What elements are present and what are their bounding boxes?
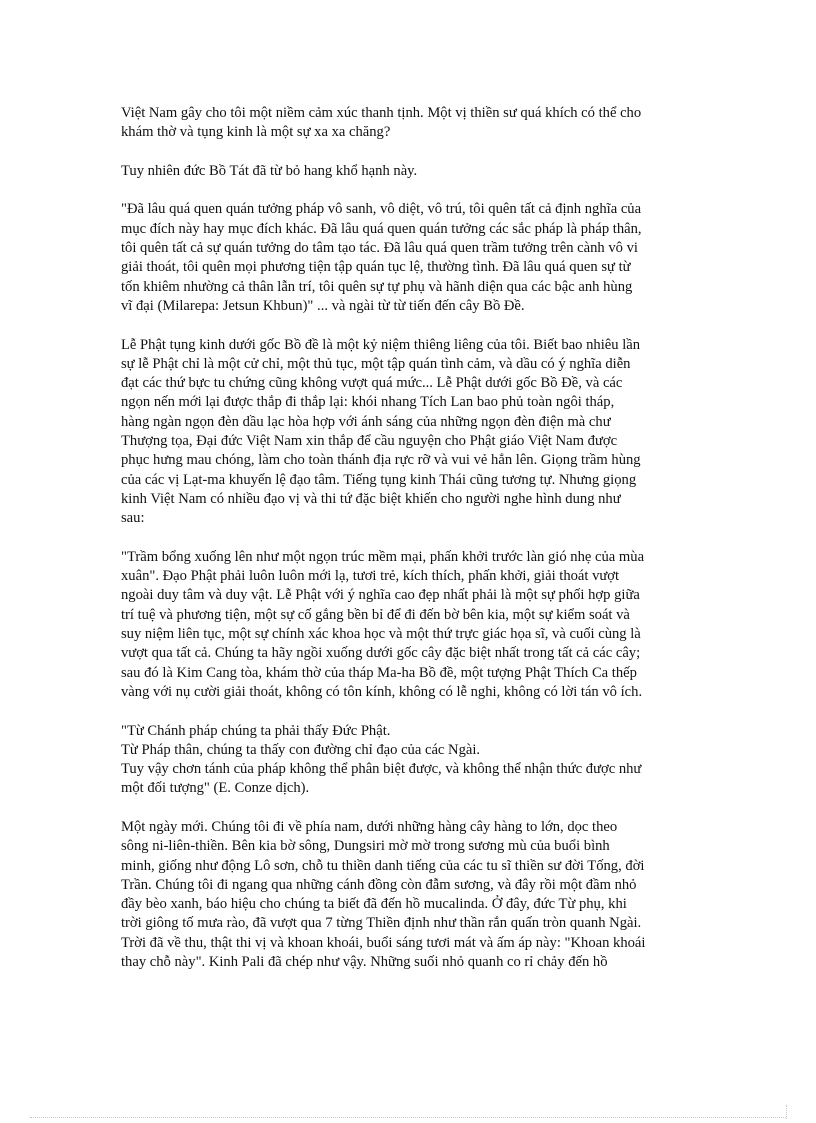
paragraph-4 — [121, 336, 701, 529]
text-line: khám thờ và tụng kinh là một sự xa xa chăng? — [121, 124, 391, 141]
text-line: Lễ Phật tụng kinh dưới gốc Bồ đề là một kỷ niệm thiêng liêng của tôi. Biết bao nhiêu lần — [121, 336, 641, 353]
paragraph-2 — [121, 162, 701, 181]
text-line: của các vị Lạt-ma khuyến lệ đạo tâm. Tiếng tụng kinh Thái cũng tương tự. Nhưng giọng — [121, 471, 637, 488]
text-line: sau đó là Kim Cang tòa, khám thờ của tháp Ma-ha Bồ đề, một tượng Phật Thích Ca thếp — [121, 664, 637, 681]
text-line: hàng ngàn ngọn đèn dầu lạc hòa hợp với ánh sáng của những ngọn đèn điện mà chư — [121, 413, 611, 430]
text-line: tôi quên tất cả sự quán tưởng do tâm tạo tác. Đã lâu quá quen trầm tưởng trên cành vô vi — [121, 240, 638, 257]
text-line: "Đã lâu quá quen quán tưởng pháp vô sanh, vô diệt, vô trú, tôi quên tất cả định nghĩa của — [121, 201, 642, 218]
paragraph-1 — [121, 104, 701, 143]
text-line: Tuy vậy chơn tánh của pháp không thể phân biệt được, và không thể nhận thức được như — [121, 761, 642, 778]
paragraph-6 — [121, 722, 701, 799]
text-line: sau: — [121, 510, 145, 527]
paragraph-7 — [121, 818, 701, 972]
text-line: Thượng tọa, Đại đức Việt Nam xin thắp để cầu nguyện cho Phật giáo Việt Nam được — [121, 433, 618, 450]
text-line: sự lễ Phật chỉ là một cử chỉ, một thủ tục, một tập quán tình cảm, và dầu có ý nghĩa diễn — [121, 355, 631, 372]
text-line: suy niệm liên tục, một sự chính xác khoa học và một thứ trực giác họa sĩ, và cuối cùng là — [121, 626, 641, 643]
document-body — [121, 104, 701, 992]
text-line: vĩ đại (Milarepa: Jetsun Khbun)" ... và ngài từ từ tiến đến cây Bồ Đề. — [121, 297, 525, 314]
text-line: trí tuệ và phương tiện, một sự cố gắng bền bỉ để đi đến bờ bên kia, một sự kiểm soát và — [121, 606, 630, 623]
text-line: đầy bèo xanh, báo hiệu cho chúng ta biết đã đến hồ mucalinda. Ở đây, đức Từ phụ, khi — [121, 896, 627, 913]
text-line: mục đích này hay mục đích khác. Đã lâu quá quen quán tưởng các sắc pháp là pháp thân, — [121, 220, 642, 237]
text-line: ngoài duy tâm và duy vật. Lễ Phật với ý nghĩa cao đẹp nhất phải là một sự phối hợp giữa — [121, 587, 640, 604]
text-line: giải thoát, tôi quên mọi phương tiện tập quán tục lệ, thường tình. Đã lâu quá quen sự từ — [121, 259, 631, 276]
text-line: vàng với nụ cười giải thoát, không có tôn kính, không có lễ nghi, không có lời tán vô ích. — [121, 683, 643, 700]
text-line: xuân". Đạo Phật phải luôn luôn mới lạ, tươi trẻ, kích thích, phấn khởi, giải thoát vượt — [121, 568, 620, 585]
page-boundary-line — [30, 1117, 786, 1118]
paragraph-3 — [121, 200, 701, 316]
text-line: Một ngày mới. Chúng tôi đi về phía nam, dưới những hàng cây hàng to lớn, dọc theo — [121, 818, 618, 835]
text-line: vượt qua tất cả. Chúng ta hãy ngồi xuống dưới gốc cây đặc biệt nhất trong tất cả các cây; — [121, 645, 641, 662]
text-line: ngọn nến mới lại được thắp đi thắp lại: khói nhang Tích Lan bao phủ toàn ngôi tháp, — [121, 394, 615, 411]
text-line: một đối tượng" (E. Conze dịch). — [121, 780, 310, 797]
text-line: kinh Việt Nam có nhiều đạo vị và thi tứ đặc biệt khiến cho người nghe hình dung như — [121, 490, 621, 507]
text-line: thay chỗ này". Kinh Pali đã chép như vậy. Những suối nhỏ quanh co rỉ chảy đến hồ — [121, 954, 608, 971]
text-line: minh, giống như động Lô sơn, chỗ tu thiền danh tiếng của các tu sĩ thiền sư đời Tống, đời — [121, 857, 645, 874]
text-line: "Từ Chánh pháp chúng ta phải thấy Đức Phật. — [121, 722, 391, 739]
text-line: Tuy nhiên đức Bồ Tát đã từ bỏ hang khổ hạnh này. — [121, 162, 418, 179]
text-line: tốn khiêm nhường cả thân lẫn trí, tôi quên sự tự phụ và hãnh diện qua các bậc anh hùng — [121, 278, 633, 295]
text-line: phục hưng mau chóng, làm cho toàn thánh địa rực rỡ và vui vẻ hẳn lên. Giọng trầm hùng — [121, 452, 641, 469]
text-line: Từ Pháp thân, chúng ta thấy con đường chỉ đạo của các Ngài. — [121, 741, 481, 758]
page-corner-mark — [786, 1105, 787, 1119]
text-line: Trần. Chúng tôi đi ngang qua những cánh đồng còn đẫm sương, và đây rồi một đầm nhỏ — [121, 876, 637, 893]
paragraph-5 — [121, 548, 701, 702]
text-line: Việt Nam gây cho tôi một niềm cảm xúc thanh tịnh. Một vị thiền sư quá khích có thể cho — [121, 105, 642, 121]
text-line: Trời đã về thu, thật thi vị và khoan khoái, buổi sáng tươi mát và ấm áp này: "Khoan khoái — [121, 934, 646, 951]
text-line: trời giông tố mưa rào, đã vượt qua 7 từng Thiền định như thần rắn quấn tròn quanh Ngài. — [121, 915, 642, 932]
text-line: "Trầm bổng xuống lên như một ngọn trúc mềm mại, phấn khởi trước làn gió nhẹ của mùa — [121, 548, 645, 565]
text-line: đạt các thứ bực tu chứng cũng không vượt quá mức... Lễ Phật dưới gốc Bồ Đề, và các — [121, 375, 623, 392]
text-line: sông ni-liên-thiền. Bên kia bờ sông, Dungsiri mờ mờ trong sương mù của buổi bình — [121, 838, 610, 855]
